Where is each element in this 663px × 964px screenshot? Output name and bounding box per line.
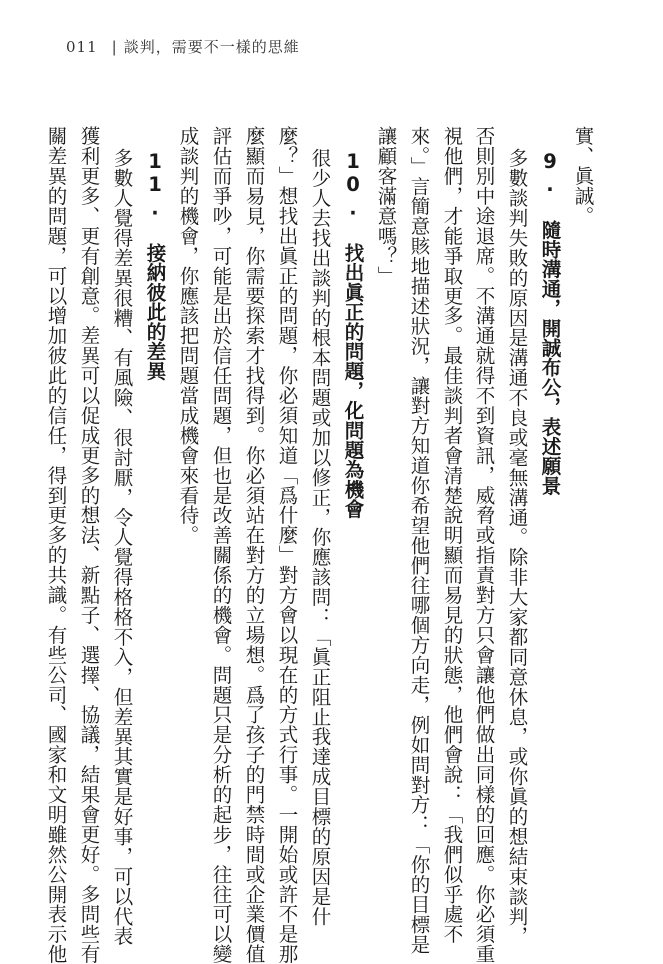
section-heading-11: 11. 接納彼此的差異 <box>143 150 167 381</box>
text-column: 否則別中途退席。不溝通就得不到資訊，威脅或指責對方只會讓他們做出同樣的回應。你必須重 <box>472 126 496 964</box>
text-column: 來。」言簡意賅地描述狀況，讓對方知道你希望他們往哪個方向走，例如問對方：「你的目標是 <box>407 126 431 955</box>
section-heading-10: 10. 找出眞正的問題，化問題為機會 <box>341 150 365 519</box>
text-column: 多數人覺得差異很糟、有風險、很討厭，令人覺得格格不入，但差異其實是好事，可以代表 <box>110 148 134 946</box>
section-heading-9: 9. 隨時溝通，開誠布公，表述願景 <box>538 150 562 496</box>
running-title: 談判，需要不一樣的思維 <box>123 38 300 56</box>
running-header <box>66 36 300 57</box>
text-column: 實、眞誠。 <box>571 126 595 226</box>
text-column: 成談判的機會，你應該把問題當成機會來看待。 <box>176 126 200 545</box>
text-column: 麼？」想找出眞正的問題，你必須知道「爲什麼」對方會以現在的方式行事。一開始或許不是那 <box>275 126 299 964</box>
text-column: 視他們，才能爭取更多。最佳談判者會清楚說明顯而易見的狀態，他們會說：「我們似乎處不 <box>440 126 464 944</box>
text-column: 評估而爭吵，可能是出於信任問題，但也是改善關係的機會。問題只是分析的起步，往往可以變 <box>209 126 233 964</box>
text-column: 麼顯而易見，你需要探索才找得到。你必須站在對方的立場想。爲了孩子的門禁時間或企業價值 <box>242 126 266 964</box>
text-column: 很少人去找出談判的根本問題或加以修正，你應該問：「眞正阻止我達成目標的原因是什 <box>308 148 332 927</box>
page-number: 011 <box>66 38 98 56</box>
text-column: 多數談判失敗的原因是溝通不良或毫無溝通。除非大家都同意休息，或你眞的想結束談判， <box>505 148 529 946</box>
header-divider: | <box>111 38 118 56</box>
text-column: 讓顧客滿意嗎？」 <box>374 126 398 286</box>
text-column: 獲利更多、更有創意。差異可以促成更多的想法、新點子、選擇、協議，結果會更好。多問些有 <box>77 126 101 964</box>
text-column: 關差異的問題，可以增加彼此的信任，得到更多的共識。有些公司、國家和文明雖然公開表示他 <box>44 126 68 964</box>
